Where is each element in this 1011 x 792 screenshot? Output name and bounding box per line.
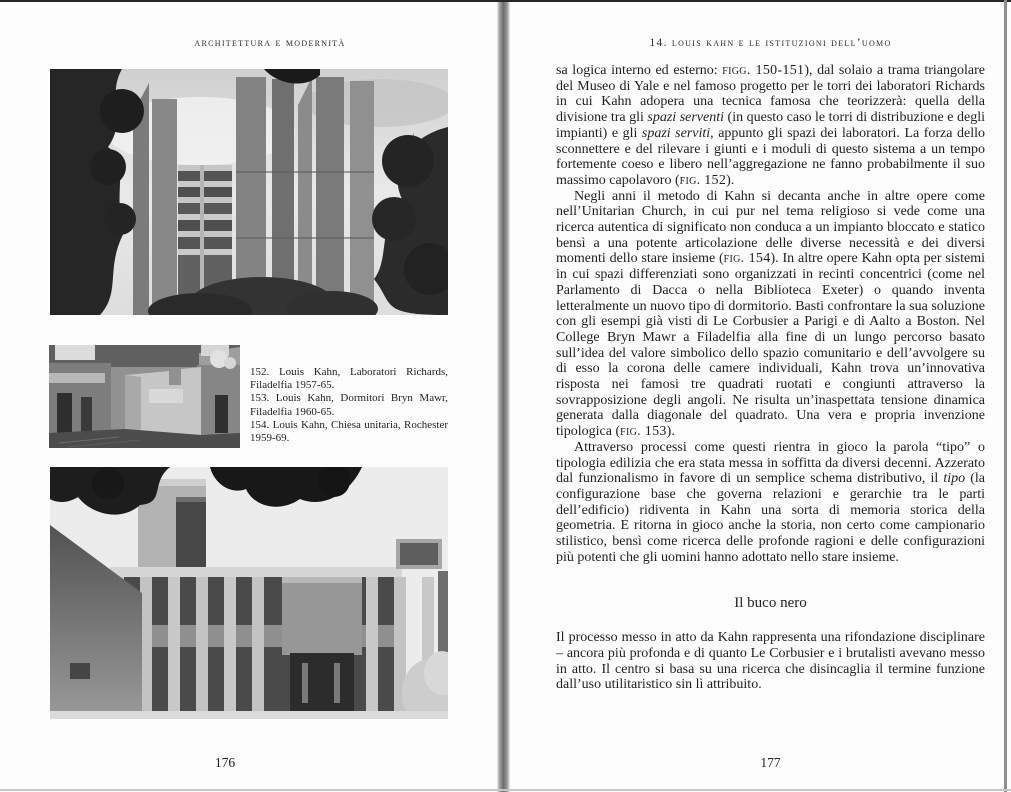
body-text bbox=[556, 63, 985, 693]
scan-edge-right bbox=[1004, 0, 1007, 792]
paragraph: sa logica interno ed esterno: figg. 150-151), dal solaio a trama triangolare del Museo di Yale e nel famoso progetto per le torri dei laboratori Richards in cui Kahn adopera una tecnica famosa che teorizzerà: quella della divisione tra gli spazi serventi (in questo caso le torri di distribuzione e degli impianti) e gli spazi serviti, appunto gli spazi dei laboratori. La forza dello sconnettere e del rilevare i giunti e i moduli di questo sistema a un tempo fortemente coeso e libero nell’aggregazione ne fanno probabilmente il suo massimo capolavoro (fig. 152). bbox=[556, 63, 985, 188]
right-page-number: 177 bbox=[760, 755, 781, 770]
captions-block bbox=[250, 366, 448, 445]
figure-caption: 154. Louis Kahn, Chiesa unitaria, Rochester 1959-69. bbox=[250, 418, 448, 445]
paragraph: Negli anni il metodo di Kahn si decanta anche in altre opere come nell’Unitarian Church, in cui pur nel tema religioso si vede come una ricerca autentica di significato non conduca a un impianto bloccato e statico bensì a una potente articolazione delle diverse necessità e dei diversi momenti dello stare insieme (fig. 154). In altre opere Kahn opta per sistemi in cui spazi differenziati sono organizzati in recinti concentrici (come nel Parlamento di Dacca o nella Biblioteca Exeter) o quando inventa letteralmente un nuovo tipo di dormitorio. Basti confrontare la sua soluzione con gli esempi già visti di Le Corbusier a Parigi e di Aalto a Boston. Nel College Bryn Mawr a Filadelfia alla fine di un lungo percorso basato sull’idea del valore simbolico dello spazio comunitario e dell’avvolgere su di esso la corona delle camere individuali, Kahn trova un’innovativa risposta nei famosi tre quadrati ruotati e congiunti attraverso la sovrapposizione degli angoli. Ne risulta un’inaspettata tensione dinamica generata dalla diagonale del quadrato. Una vera e propria invenzione tipologica (fig. 153). bbox=[556, 188, 985, 440]
book-spine bbox=[497, 2, 510, 792]
section-heading: Il buco nero bbox=[734, 594, 807, 611]
scan-edge-bottom bbox=[0, 789, 1011, 791]
paragraph: Il processo messo in atto da Kahn rappresenta una rifondazione disciplinare – ancora più profonda e di quanto Le Corbusier e i brutalisti avevano messo in atto. Il centro si basa su una ricerca che disincaglia il termine funzione dall’uso utilitaristico sin lì attribuito. bbox=[556, 630, 985, 693]
paragraph: Attraverso processi come questi rientra in gioco la parola “tipo” o tipologia edilizia che era stata messa in soffitta da diversi decenni. Azzerato dal funzionalismo in favore di un semplice schema distributivo, il tipo (la configurazione base che governa relazioni e gerarchie tra le parti dell’edificio) ridiventa in Kahn una sorta di memoria storica della geometria. E ritorna in gioco anche la storia, non certo come campionario stilistico, bensì come ricerca delle profonde ragioni e delle configurazioni più potenti che gli uomini hanno adottato nello stare insieme. bbox=[556, 439, 986, 565]
figure-caption: 153. Louis Kahn, Dormitori Bryn Mawr, Filadelfia 1960-65. bbox=[250, 392, 448, 418]
figure-152-photo-richards-laboratories bbox=[50, 69, 448, 315]
figure-154-photo-unitarian-church bbox=[50, 467, 448, 719]
right-running-header: 14. louis kahn e le istituzioni dell’uomo bbox=[649, 37, 892, 49]
scan-edge-top bbox=[0, 0, 1011, 2]
figure-caption: 152. Louis Kahn, Laboratori Richards, Filadelfia 1957-65. bbox=[250, 366, 448, 392]
left-page-number: 176 bbox=[214, 755, 236, 770]
left-running-header: architettura e modernità bbox=[194, 37, 346, 49]
figure-153-photo-bryn-mawr-interior bbox=[49, 345, 240, 448]
